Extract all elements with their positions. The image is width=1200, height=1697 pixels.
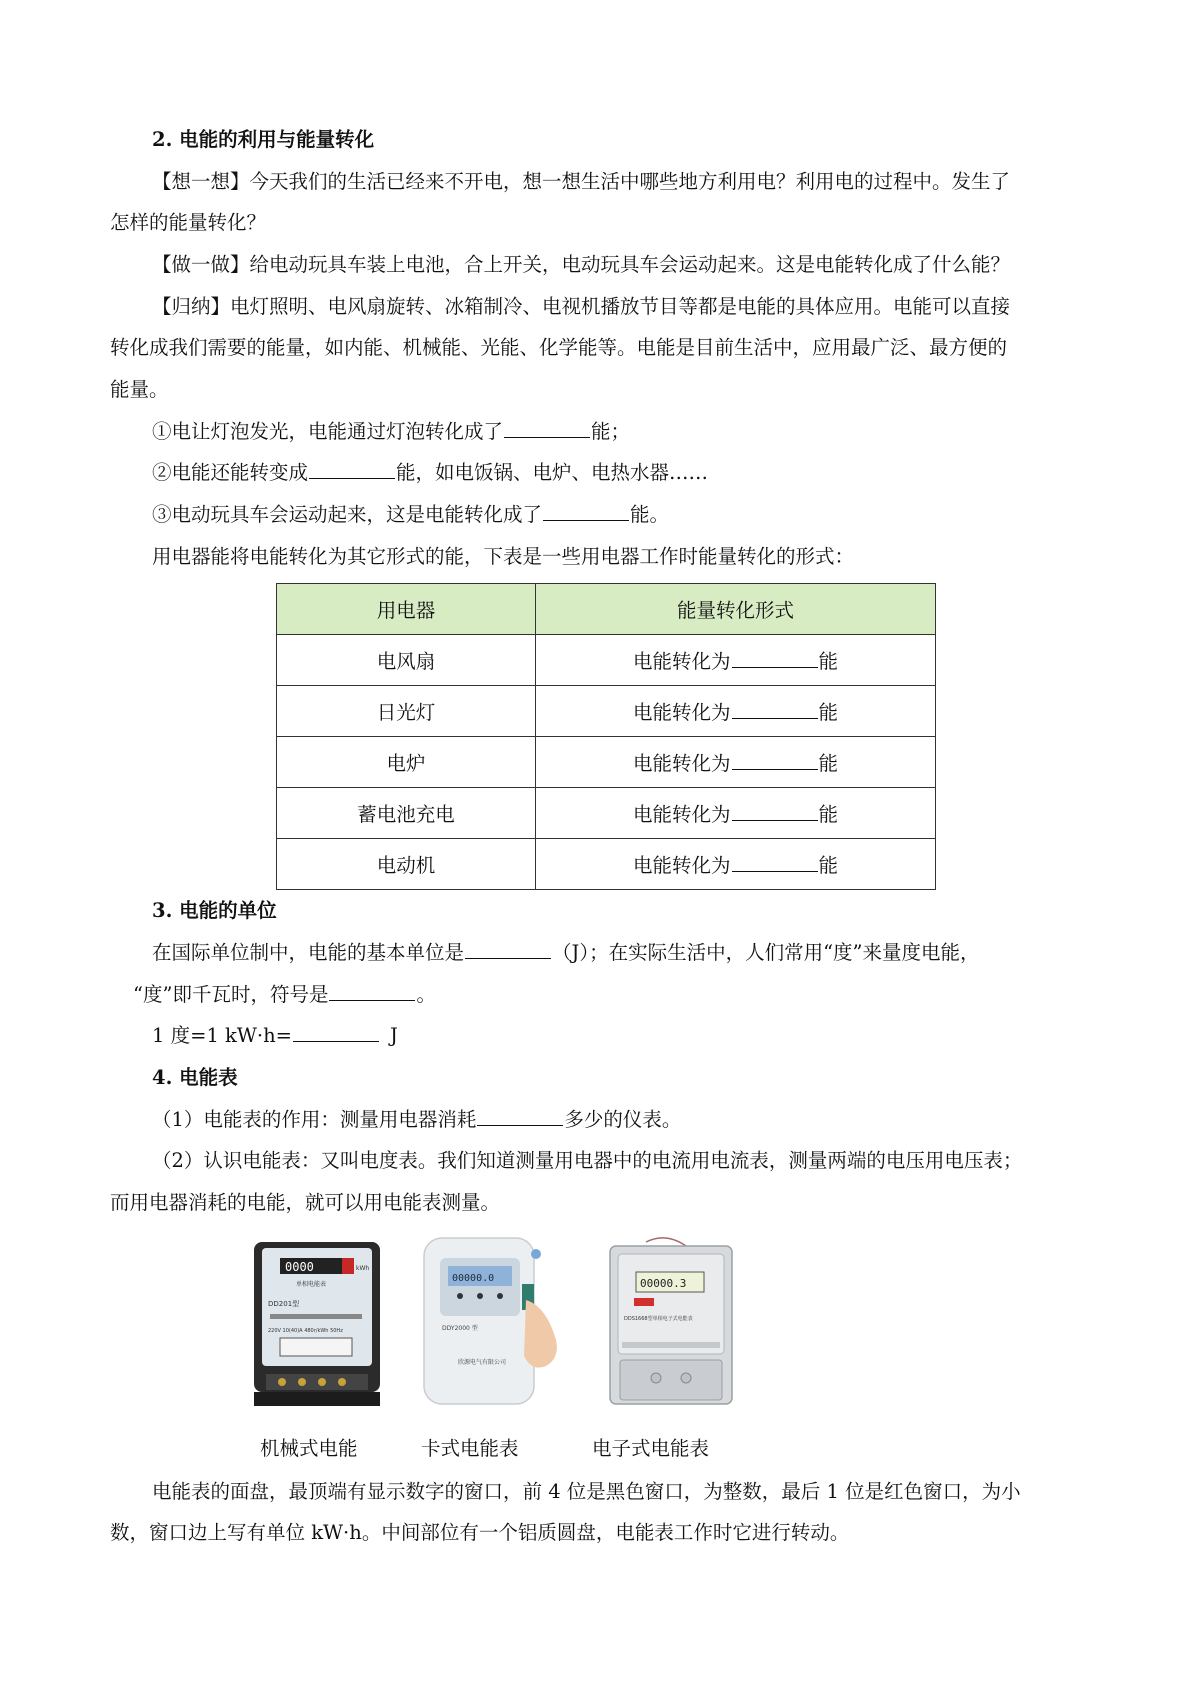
conversion-cell: [536, 839, 936, 890]
card-display-text: 00000.0: [452, 1273, 495, 1284]
conversion-cell: [536, 635, 936, 686]
table-row: [277, 839, 936, 890]
column-header-device: 用电器: [277, 584, 536, 635]
meter-description-line1: 电能表的面盘，最顶端有显示数字的窗口，前 4 位是黑色窗口，为整数，最后 1 位是红色窗口，为小: [152, 1480, 1021, 1503]
unit-line2: [133, 980, 436, 1010]
device-cell: 蓄电池充电: [277, 788, 536, 839]
mechanical-label-text: 单相电能表: [296, 1281, 327, 1288]
question-1: [152, 417, 630, 447]
table-row: [277, 686, 936, 737]
question-3-suffix: 能。: [630, 503, 670, 526]
answer-blank[interactable]: [477, 1105, 563, 1126]
question-2-suffix: 能，如电饭锅、电炉、电热水器……: [396, 461, 709, 484]
think-paragraph-line1: 【想一想】今天我们的生活已经来不开电，想一想生活中哪些地方利用电？利用电的过程中。发生了: [152, 170, 1011, 193]
meter-item1: [152, 1105, 681, 1135]
card-model-text: DDY2000 型: [442, 1325, 478, 1332]
device-cell: 电动机: [277, 839, 536, 890]
card-maker-text: 欣源电气有限公司: [458, 1359, 507, 1366]
meter-item1-suffix: 多少的仪表。: [564, 1108, 682, 1131]
answer-blank[interactable]: [732, 851, 818, 872]
think-paragraph-line2: 怎样的能量转化？: [110, 211, 267, 234]
table-row: [277, 737, 936, 788]
unit-line3: [152, 1021, 398, 1051]
card-meter-image: [418, 1236, 568, 1406]
answer-blank[interactable]: [732, 647, 818, 668]
answer-blank[interactable]: [504, 417, 590, 438]
table-row: [277, 635, 936, 686]
answer-blank[interactable]: [293, 1021, 379, 1042]
electronic-meter-caption: 电子式电能表: [592, 1437, 710, 1460]
unit-line1-text: 在国际单位制中，电能的基本单位是: [152, 941, 465, 964]
meter-item2-line2: 而用电器消耗的电能，就可以用电能表测量。: [110, 1191, 501, 1214]
device-cell: 日光灯: [277, 686, 536, 737]
electronic-model-text: DDS1668型单相电子式电能表: [624, 1316, 693, 1322]
summary-line2: 转化成我们需要的能量，如内能、机械能、光能、化学能等。电能是目前生活中，应用最广泛、最方便的: [110, 336, 1008, 359]
energy-conversion-table: [276, 583, 936, 890]
conversion-cell: [536, 737, 936, 788]
conversion-suffix: 能: [818, 752, 839, 775]
answer-blank[interactable]: [329, 980, 415, 1001]
conversion-prefix: 电能转化为: [632, 803, 731, 826]
electronic-meter-image: [606, 1236, 736, 1408]
unit-line2-suffix: 。: [416, 983, 436, 1006]
conversion-prefix: 电能转化为: [632, 752, 731, 775]
section2-title: 2. 电能的利用与能量转化: [152, 128, 375, 151]
conversion-suffix: 能: [818, 650, 839, 673]
meter-item2-line1: （2）认识电能表：又叫电度表。我们知道测量用电器中的电流用电流表，测量两端的电压用电压表；: [152, 1149, 1023, 1172]
summary-line1: 【归纳】电灯照明、电风扇旋转、冰箱制冷、电视机播放节目等都是电能的具体应用。电能可以直接: [152, 295, 1011, 318]
question-2-text: ②电能还能转变成: [152, 461, 309, 484]
question-2: [152, 458, 708, 488]
conversion-cell: [536, 788, 936, 839]
section4-title: 4. 电能表: [152, 1066, 238, 1089]
question-1-suffix: 能；: [591, 420, 631, 443]
conversion-suffix: 能: [818, 803, 839, 826]
answer-blank[interactable]: [732, 698, 818, 719]
card-meter-caption: 卡式电能表: [421, 1437, 519, 1460]
unit-line1: [152, 938, 980, 968]
device-cell: 电风扇: [277, 635, 536, 686]
answer-blank[interactable]: [309, 458, 395, 479]
mechanical-spec-text: 220V 10(40)A 480r/kWh 50Hz: [268, 1328, 343, 1334]
section3-title: 3. 电能的单位: [152, 899, 277, 922]
unit-line3-text: 1 度=1 kW·h=: [152, 1024, 293, 1047]
summary-line3: 能量。: [110, 378, 169, 401]
table-header-row: [277, 584, 936, 635]
table-intro: 用电器能将电能转化为其它形式的能，下表是一些用电器工作时能量转化的形式：: [152, 545, 855, 568]
table-row: [277, 788, 936, 839]
answer-blank[interactable]: [732, 800, 818, 821]
conversion-suffix: 能: [818, 701, 839, 724]
electronic-display-text: 00000.3: [640, 1277, 687, 1290]
column-header-conversion: 能量转化形式: [536, 584, 936, 635]
question-3: [152, 500, 669, 530]
question-1-text: ①电让灯泡发光，电能通过灯泡转化成了: [152, 420, 504, 443]
conversion-suffix: 能: [818, 854, 839, 877]
mechanical-model-text: DD201型: [268, 1300, 300, 1308]
unit-line3-suffix: J: [390, 1024, 398, 1047]
device-cell: 电炉: [277, 737, 536, 788]
conversion-prefix: 电能转化为: [632, 650, 731, 673]
conversion-prefix: 电能转化为: [632, 854, 731, 877]
meter-item1-text: （1）电能表的作用：测量用电器消耗: [152, 1108, 477, 1131]
answer-blank[interactable]: [543, 500, 629, 521]
mechanical-counter-text: 0000: [285, 1260, 314, 1274]
answer-blank[interactable]: [732, 749, 818, 770]
conversion-cell: [536, 686, 936, 737]
mechanical-unit-text: kWh: [356, 1265, 370, 1272]
mechanical-meter-image: [252, 1240, 382, 1410]
meter-description-line2: 数，窗口边上写有单位 kW·h。中间部位有一个铝质圆盘，电能表工作时它进行转动。: [110, 1521, 850, 1544]
answer-blank[interactable]: [465, 938, 551, 959]
mechanical-meter-caption: 机械式电能: [260, 1437, 358, 1460]
question-3-text: ③电动玩具车会运动起来，这是电能转化成了: [152, 503, 543, 526]
unit-line2-text: “度”即千瓦时，符号是: [133, 983, 329, 1006]
conversion-prefix: 电能转化为: [632, 701, 731, 724]
do-paragraph: 【做一做】给电动玩具车装上电池，合上开关，电动玩具车会运动起来。这是电能转化成了什么能？: [152, 253, 1011, 276]
unit-line1-suffix: （J）；在实际生活中，人们常用“度”来量度电能，: [552, 941, 980, 964]
